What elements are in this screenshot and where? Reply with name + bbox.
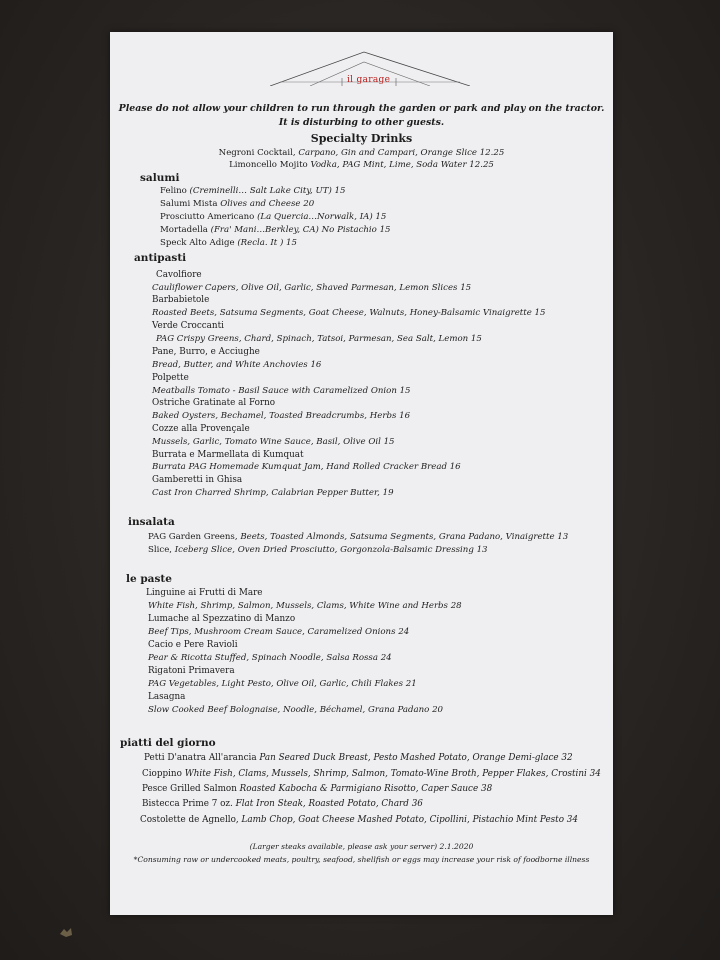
specialty-item: Limoncello Mojito Vodka, PAG Mint, Lime, Soda Water 12.25 bbox=[229, 160, 494, 170]
salumi-item: Felino (Creminelli… Salt Lake City, UT) 15 bbox=[160, 186, 346, 196]
antipasti-item-name: Gamberetti in Ghisa bbox=[152, 475, 243, 485]
notice-line-1: Please do not allow your children to run through the garden or park and play on the tractor. bbox=[118, 103, 605, 114]
salumi-item: Speck Alto Adige (Recla. It ) 15 bbox=[160, 238, 297, 248]
antipasti-item-name: Burrata e Marmellata di Kumquat bbox=[152, 450, 304, 460]
antipasti-item-name: Barbabietole bbox=[152, 295, 210, 305]
salumi-item: Mortadella (Fra' Mani…Berkley, CA) No Pistachio 15 bbox=[160, 225, 391, 235]
paste-item-desc: Pear & Ricotta Stuffed, Spinach Noodle, Salsa Rossa 24 bbox=[148, 653, 392, 663]
antipasti-item-desc: Roasted Beets, Satsuma Segments, Goat Cheese, Walnuts, Honey-Balsamic Vinaigrette 15 bbox=[152, 308, 546, 318]
giorno-item: Pesce Grilled Salmon Roasted Kabocha & Parmigiano Risotto, Caper Sauce 38 bbox=[142, 784, 493, 794]
salumi-item: Prosciutto Americano (La Quercia…Norwalk, IA) 15 bbox=[160, 212, 387, 222]
specialty-item: Negroni Cocktail, Carpano, Gin and Campari, Orange Slice 12.25 bbox=[218, 148, 505, 158]
giorno-item: Costolette de Agnello, Lamb Chop, Goat Cheese Mashed Potato, Cipollini, Pistachio Mint Pesto 34 bbox=[140, 815, 578, 825]
antipasti-item-desc: Cast Iron Charred Shrimp, Calabrian Pepper Butter, 19 bbox=[152, 488, 394, 498]
paste-item-name: Linguine ai Frutti di Mare bbox=[146, 588, 263, 598]
giorno-item: Petti D'anatra All'arancia Pan Seared Duck Breast, Pesto Mashed Potato, Orange Demi-glace 32 bbox=[144, 753, 573, 763]
footer-note: (Larger steaks available, please ask your server) 2.1.2020 bbox=[249, 842, 474, 851]
antipasti-item-name: Cavolfiore bbox=[156, 270, 202, 280]
table-fleck bbox=[58, 925, 74, 939]
menu-sheet bbox=[110, 32, 613, 915]
paste-item-desc: White Fish, Shrimp, Salmon, Mussels, Clams, White Wine and Herbs 28 bbox=[148, 601, 462, 611]
antipasti-item-desc: Burrata PAG Homemade Kumquat Jam, Hand Rolled Cracker Bread 16 bbox=[152, 462, 461, 472]
antipasti-item-name: Verde Croccanti bbox=[152, 321, 224, 331]
antipasti-item-name: Cozze alla Provençale bbox=[152, 424, 250, 434]
antipasti-item-name: Pane, Burro, e Acciughe bbox=[152, 347, 260, 357]
antipasti-item-desc: Baked Oysters, Bechamel, Toasted Breadcrumbs, Herbs 16 bbox=[152, 411, 411, 421]
antipasti-item-desc: Mussels, Garlic, Tomato Wine Sauce, Basil, Olive Oil 15 bbox=[152, 437, 395, 447]
antipasti-item-desc: Bread, Butter, and White Anchovies 16 bbox=[152, 360, 322, 370]
section-insalata-title: insalata bbox=[128, 516, 175, 528]
footer-disclaimer: *Consuming raw or undercooked meats, poultry, seafood, shellfish or eggs may increase your risk of foodborne illness bbox=[133, 855, 590, 864]
paste-item-name: Lumache al Spezzatino di Manzo bbox=[148, 614, 296, 624]
paste-item-name: Cacio e Pere Ravioli bbox=[148, 640, 238, 650]
paste-item-name: Rigatoni Primavera bbox=[148, 666, 235, 676]
antipasti-item-desc: Cauliflower Capers, Olive Oil, Garlic, Shaved Parmesan, Lemon Slices 15 bbox=[152, 283, 472, 293]
paste-item-desc: PAG Vegetables, Light Pesto, Olive Oil, Garlic, Chili Flakes 21 bbox=[148, 679, 417, 689]
giorno-item: Cioppino White Fish, Clams, Mussels, Shrimp, Salmon, Tomato-Wine Broth, Pepper Flakes, Crostini 34 bbox=[142, 769, 601, 779]
section-giorno-title: piatti del giorno bbox=[120, 737, 216, 749]
section-salumi-title: salumi bbox=[140, 172, 180, 184]
logo-wordmark: il garage bbox=[347, 75, 391, 85]
paste-item-desc: Slow Cooked Beef Bolognaise, Noodle, Béchamel, Grana Padano 20 bbox=[148, 705, 444, 715]
antipasti-item-name: Ostriche Gratinate al Forno bbox=[152, 398, 276, 408]
antipasti-item-desc: PAG Crispy Greens, Chard, Spinach, Tatsoi, Parmesan, Sea Salt, Lemon 15 bbox=[156, 334, 482, 344]
antipasti-item-desc: Meatballs Tomato - Basil Sauce with Caramelized Onion 15 bbox=[152, 386, 411, 396]
giorno-item: Bistecca Prime 7 oz. Flat Iron Steak, Roasted Potato, Chard 36 bbox=[142, 799, 423, 809]
paste-item-name: Lasagna bbox=[148, 692, 186, 702]
section-antipasti-title: antipasti bbox=[134, 252, 187, 264]
section-paste-title: le paste bbox=[126, 573, 172, 585]
insalata-item: PAG Garden Greens, Beets, Toasted Almonds, Satsuma Segments, Grana Padano, Vinaigrette 13 bbox=[148, 532, 569, 542]
salumi-item: Salumi Mista Olives and Cheese 20 bbox=[160, 199, 315, 209]
insalata-item: Slice, Iceberg Slice, Oven Dried Prosciutto, Gorgonzola-Balsamic Dressing 13 bbox=[148, 545, 488, 555]
paste-item-desc: Beef Tips, Mushroom Cream Sauce, Caramelized Onions 24 bbox=[148, 627, 410, 637]
notice-line-2: It is disturbing to other guests. bbox=[278, 117, 445, 128]
antipasti-item-name: Polpette bbox=[152, 373, 189, 383]
specialty-drinks-title: Specialty Drinks bbox=[310, 132, 413, 145]
